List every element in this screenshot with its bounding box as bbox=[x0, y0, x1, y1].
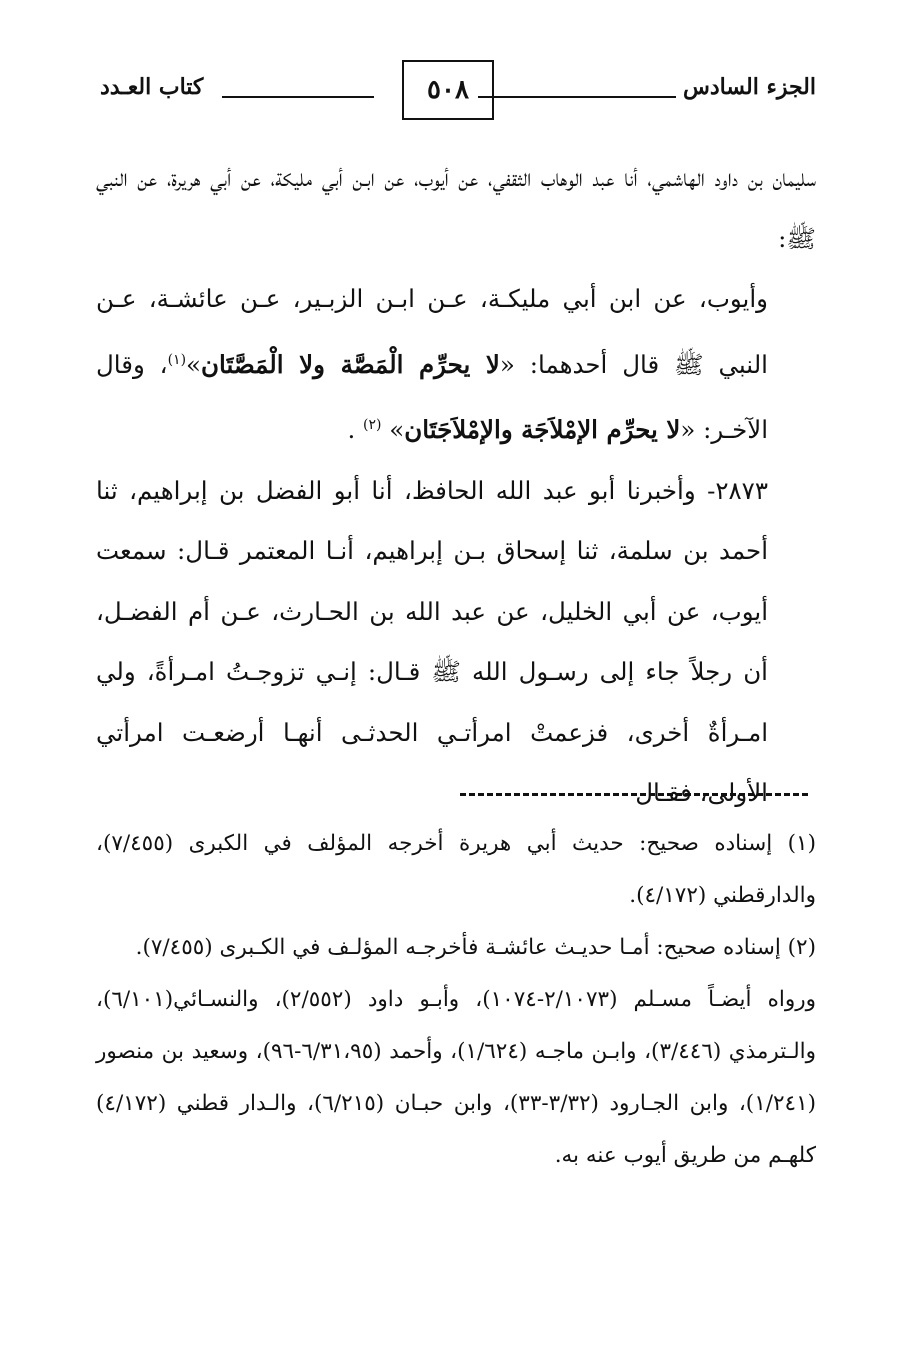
paragraph-3: ٢٨٧٣- وأخبرنا أبو عبد الله الحافظ، أنا أبو الفضل بن إبراهيم، ثنا أحمد بن سلمة، ثنا إسحاق بـن إبراهيم، أنـا المعتمر قـال: سمعت أيوب، عن أبي الخليل، عن عبد الله بن الحـارث، عـن أم الفضـل، أن رجلاً جاء إلى رسـول الله ﷺ قـال: إنـي تزوجـتُ امـرأةً، ولي امـرأةٌ أخرى، فزعمتْ امرأتـي الحدثـى أنهـا أرضعـت امرأتي الأولى، فقـال bbox=[96, 475, 768, 808]
footnote-ref-1: (١) bbox=[167, 351, 187, 368]
hadith-quote-1: لا يحرِّم الْمَصَّة ولا الْمَصَّتَان bbox=[201, 349, 500, 379]
paragraph-1: سليمان بن داود الهاشمي، أنا عبد الوهاب الثقفي، عن أيوب، عن ابـن أبي مليكة، عن أبي هريرة، عن النبي ﷺ: bbox=[96, 163, 816, 253]
main-text bbox=[96, 148, 816, 824]
header-rule-left bbox=[222, 96, 374, 98]
paragraph-2: وأيوب، عن ابن أبي مليكـة، عـن ابـن الزبـير، عـن عائشـة، عـن النبي ﷺ قال أحدهما: «لا يحرِّم الْمَصَّة ولا الْمَصَّتَان»$^{(١)}$، وقال الآخـر: «لا يحرِّم الإمْلاَجَة والإمْلاَجَتَان» $^{(٢)}$ . bbox=[96, 284, 768, 445]
footnotes bbox=[96, 818, 816, 1182]
footnote-2-continuation: ورواه أيضـاً مسـلم (٢/١٠٧٣-١٠٧٤)، وأبـو داود (٢/٥٥٢)، والنسـائي(٦/١٠١)، والـترمذي (٣/٤٤٦)، وابـن ماجـه (١/٦٢٤)، وأحمد (٦/٣١،٩٥-٩٦)، وسعيد بن منصور (١/٢٤١)، وابن الجـارود (٣/٣٢-٣٣)، وابن حبـان (٦/٢١٥)، والـدار قطني (٤/١٧٢) كلهـم من طريق أيوب عنه به. bbox=[96, 987, 817, 1168]
footnote-2: (٢) إسناده صحيح: أمـا حديـث عائشـة فأخرجـه المؤلـف في الكـبرى (٧/٤٥٥). bbox=[135, 935, 816, 960]
volume-title: الجزء السادس bbox=[683, 74, 816, 100]
hadith-quote-2: لا يحرِّم الإمْلاَجَة والإمْلاَجَتَان bbox=[404, 415, 681, 445]
paragraph-2-text-a: وأيوب، عن ابن أبي مليكـة، عـن ابـن الزبـير، عـن عائشـة، عـن النبي ﷺ قال أحدهما: « bbox=[96, 284, 768, 379]
header-rule-right bbox=[478, 96, 676, 98]
footnote-separator bbox=[460, 793, 808, 796]
footnote-1: (١) إسناده صحيح: حديث أبي هريرة أخرجه المؤلف في الكبرى (٧/٤٥٥)، والدارقطني (٤/١٧٢). bbox=[96, 831, 816, 908]
paragraph-2-text-c: . bbox=[347, 415, 364, 445]
footnote-ref-2: (٢) bbox=[363, 417, 382, 434]
page-number: ٥٠٨ bbox=[402, 60, 494, 120]
page-header bbox=[100, 60, 816, 122]
chapter-title: كتاب العـدد bbox=[100, 74, 204, 100]
paragraph-2-text-b: ، وقال الآخـر: « bbox=[96, 349, 768, 445]
